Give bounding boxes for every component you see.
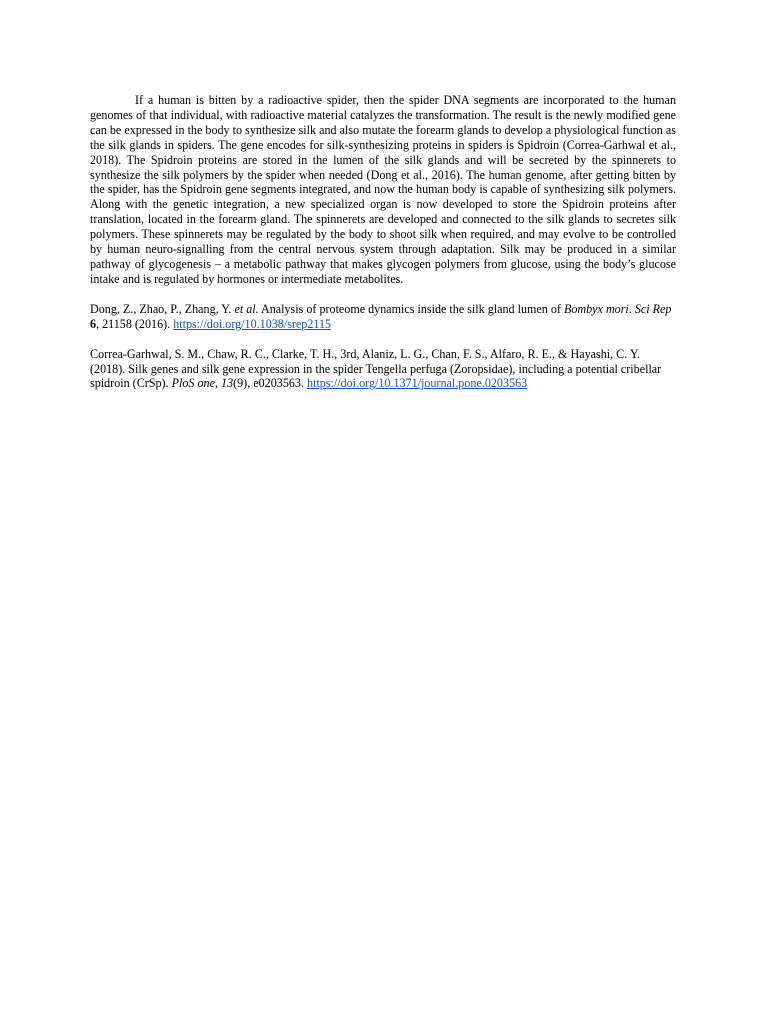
reference-journal: Sci Rep [634,301,672,316]
reference-doi-link[interactable]: https://doi.org/10.1038/srep2115 [173,316,332,331]
reference-volume: 13 [221,376,234,391]
reference-journal: PloS one [171,376,215,391]
reference-title: Analysis of proteome dynamics inside the silk gland lumen of [258,301,564,316]
reference-details: (9), e0203563. [233,376,308,391]
reference-separator: . [628,301,635,316]
reference-species: Bombyx mori [563,301,629,316]
body-paragraph: If a human is bitten by a radioactive spider, then the spider DNA segments are incorporated to the human genomes of that individual, with radioactive material catalyzes the transformation. The result is the newly modified gene can be expressed in the body to synthesize silk and also mutate the forearm glands to develop a physiological function as the silk glands in spiders. The gene encodes for silk-synthesizing proteins in spiders is Spidroin (Correa-Garhwal et al., 2018). The Spidroin proteins are stored in the lumen of the silk glands and will be secreted by the spinnerets to synthesize the silk polymers by the spider when needed (Dong et al., 2016). The human genome, after getting bitten by the spider, has the Spidroin gene segments integrated, and now the human body is capable of synthesizing silk polymers. Along with the genetic integration, a new specialized organ is now developed to store the Spidroin proteins after translation, located in the forearm gland. The spinnerets are developed and connected to the silk glands to secretes silk polymers. These spinnerets may be regulated by the body to shoot silk when required, and may evolve to be controlled by human neuro-signalling from the central nervous system through adaptation. Silk may be produced in a similar pathway of glycogenesis – a metabolic pathway that makes glycogen polymers from glucose, using the body’s glucose intake and is regulated by hormones or intermediate metabolites. [90,93,676,286]
reference-authors-title: Correa-Garhwal, S. M., Chaw, R. C., Clarke, T. H., 3rd, Alaniz, L. G., Chan, F. S., Alfaro, R. E., & Hayashi, C. Y. (2018). Silk genes and silk gene expression in the spider Tengella perfuga (Zoropsidae), including a potential cribellar spidroin (CrSp). [90,346,662,391]
reference-volume: 6 [90,316,97,331]
document-body [90,93,676,391]
reference-comma: , [214,376,222,391]
reference-correa-garhwal-2018 [90,347,676,392]
reference-dong-2016 [90,302,676,332]
reference-doi-link[interactable]: https://doi.org/10.1371/journal.pone.0203563 [307,376,528,391]
reference-details: , 21158 (2016). [96,316,174,331]
reference-authors: Dong, Z., Zhao, P., Zhang, Y. [90,301,235,316]
reference-et-al: et al. [234,301,259,316]
